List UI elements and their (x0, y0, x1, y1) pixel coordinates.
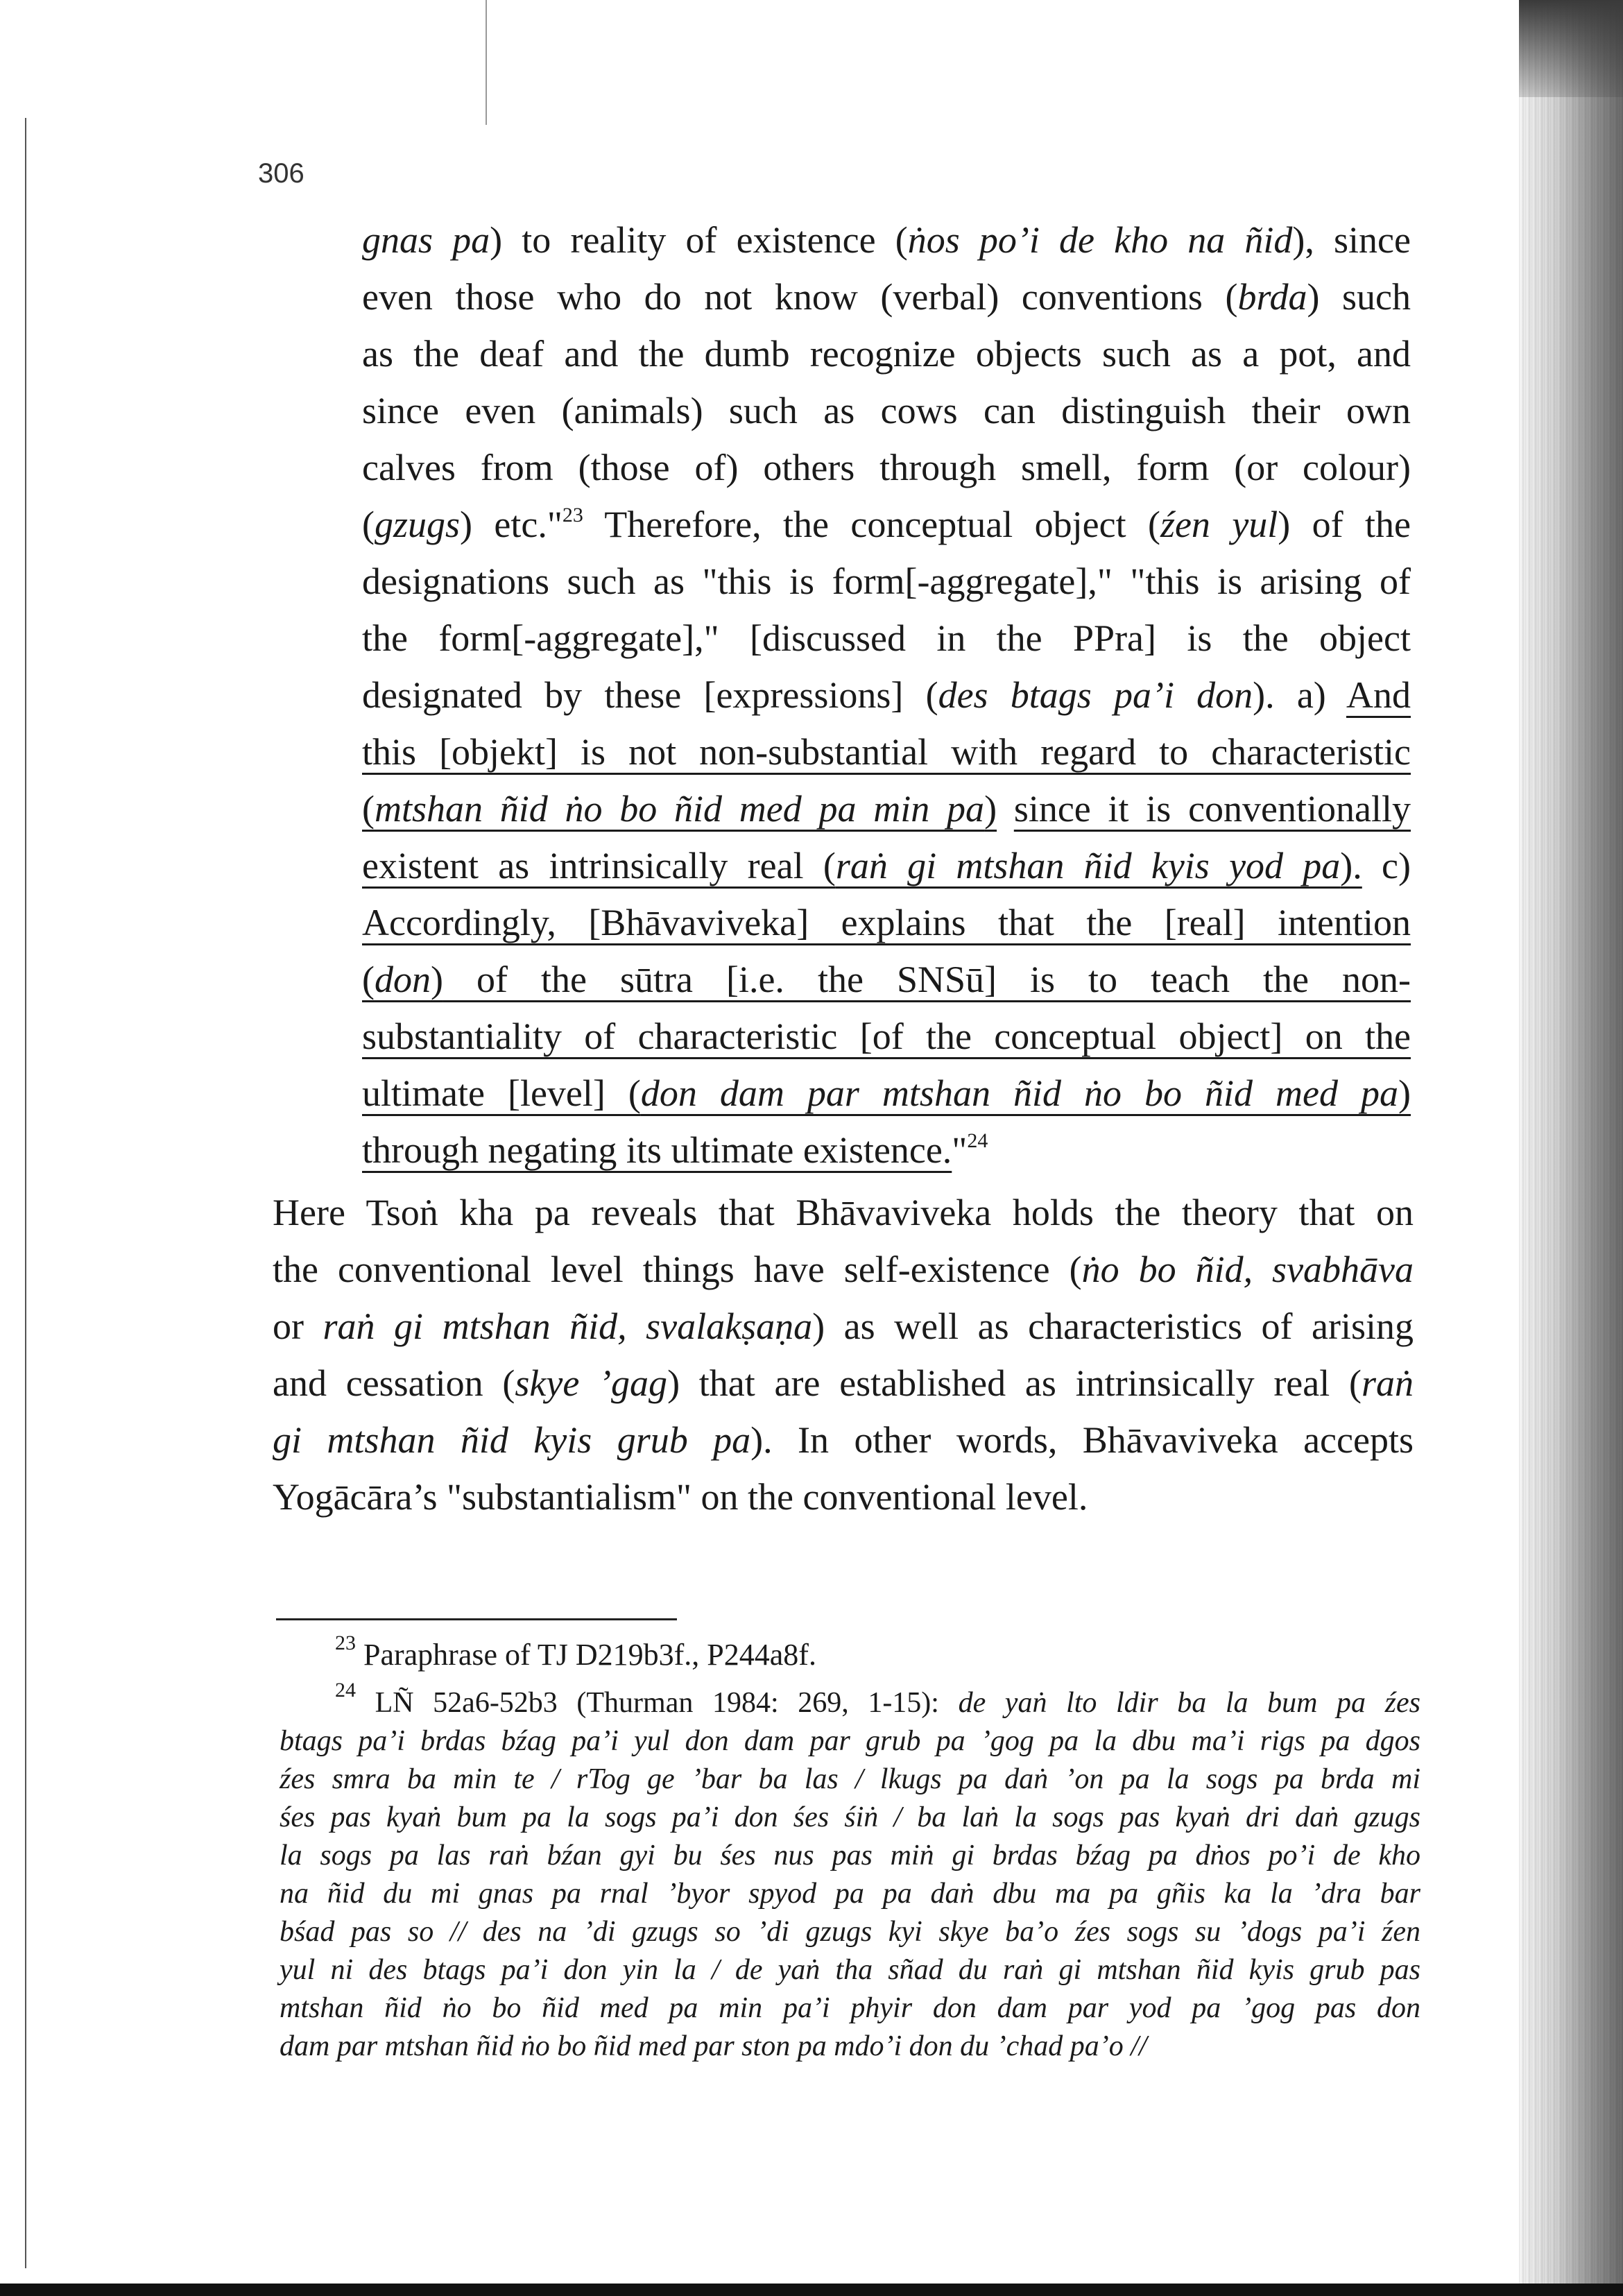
text-line (362, 439, 1411, 496)
text-line (362, 667, 1411, 723)
text-run: gnas pa (362, 219, 490, 261)
footnote-ref: 24 (967, 1129, 988, 1152)
text-run: ( (362, 959, 375, 1000)
text-run: ), since (1292, 219, 1411, 261)
text-line (362, 1008, 1411, 1065)
text-run: don (374, 959, 431, 1000)
text-line (362, 1122, 1411, 1179)
text-run: the conventional level things have self-existence ( (273, 1249, 1082, 1290)
text-run: la sogs pa las raṅ bźan gyi bu śes nus pas miṅ gi brdas bźag pa dṅos po’i de kho (280, 1840, 1420, 1871)
text-line (273, 1184, 1414, 1241)
text-run: as the deaf and the dumb recognize objects such as a pot, and (362, 333, 1411, 375)
text-run: skye ’gag (515, 1362, 668, 1404)
scan-page-edge-shadow (1519, 0, 1623, 97)
text-run: and cessation ( (273, 1362, 515, 1404)
text-run: btags pa’i brdas bźag pa’i yul don dam par grub pa ’gog pa la dbu ma’i rigs pa dgos (280, 1725, 1420, 1757)
text-run: existent as intrinsically real ( (362, 845, 836, 886)
text-line (280, 1875, 1420, 1913)
scan-left-margin-line (25, 118, 26, 2268)
text-run: raṅ gi mtshan ñid, svalakṣaṇa (323, 1305, 813, 1347)
text-run: ( (362, 788, 375, 830)
text-run: this [objekt] is not non-substantial with regard to characteristic (362, 731, 1411, 773)
text-line (362, 610, 1411, 667)
text-line (273, 1468, 1414, 1525)
page-number: 306 (258, 158, 304, 189)
text-run: gi mtshan ñid kyis grub pa (273, 1419, 751, 1461)
text-run: ) (984, 788, 997, 830)
text-run: or (273, 1305, 323, 1347)
text-run: ) (430, 959, 443, 1000)
text-line (280, 1722, 1420, 1760)
text-run: designated by these [expressions] ( (362, 674, 938, 716)
text-run: calves from (those of) others through smell, form (or colour) (362, 447, 1411, 488)
text-line (362, 496, 1411, 553)
text-run: And (1346, 674, 1411, 716)
text-run: ṅo bo ñid, svabhāva (1081, 1249, 1414, 1290)
text-line (273, 1241, 1414, 1298)
text-line (362, 951, 1411, 1008)
text-line (280, 1799, 1420, 1837)
footnote-ref: 23 (335, 1631, 356, 1654)
scan-fold-mark (486, 0, 487, 125)
text-run: ) such (1307, 276, 1411, 318)
text-run: des btags pa’i don (938, 674, 1253, 716)
text-run: substantiality of characteristic [of the conceptual object] on the (362, 1016, 1411, 1057)
text-line (362, 268, 1411, 325)
text-run: ultimate [level] ( (362, 1072, 641, 1114)
text-line (280, 1679, 1420, 1722)
footnote-23 (335, 1631, 816, 1677)
text-run: raṅ (1362, 1362, 1414, 1404)
text-run: designations such as "this is form[-aggregate]," "this is arising of (362, 560, 1411, 602)
text-run: yul ni des btags pa’i don yin la / de yaṅ tha sñad du raṅ gi mtshan ñid kyis grub pas (280, 1954, 1420, 1986)
text-line (273, 1355, 1414, 1412)
text-run: since even (animals) such as cows can distinguish their own (362, 390, 1411, 431)
text-run: ). a) (1253, 674, 1346, 716)
text-run: brda (1237, 276, 1307, 318)
text-run: ) (1398, 1072, 1411, 1114)
text-line (280, 2028, 1420, 2066)
text-run: ) etc." (460, 504, 563, 545)
footnote-ref: 24 (335, 1679, 356, 1702)
text-run: ) to reality of existence ( (490, 219, 908, 261)
text-line (280, 1913, 1420, 1951)
text-run: Therefore, the conceptual object ( (583, 504, 1160, 545)
text-run: don dam par mtshan ñid ṅo bo ñid med pa (640, 1072, 1399, 1114)
footnote-separator (276, 1618, 677, 1620)
text-line (273, 1412, 1414, 1468)
text-line (273, 1298, 1414, 1355)
text-run: ) of the (1278, 504, 1411, 545)
text-run: Here Tsoṅ kha pa reveals that Bhāvaviveka holds the theory that on (273, 1192, 1414, 1233)
text-line (362, 837, 1411, 894)
scan-bottom-border (0, 2284, 1623, 2296)
text-line (362, 723, 1411, 780)
text-run: gzugs (374, 504, 461, 545)
text-run: dam par mtshan ñid ṅo bo ñid med par ston pa mdo’i don du ’chad pa’o // (280, 2030, 1147, 2062)
text-run: źen yul (1160, 504, 1278, 545)
text-run: Paraphrase of TJ D219b3f., P244a8f. (356, 1638, 816, 1672)
text-run: " (952, 1129, 968, 1171)
text-run: ). In other words, Bhāvaviveka accepts (750, 1419, 1414, 1461)
text-run: ṅos po’i de kho na ñid (907, 219, 1293, 261)
text-line (362, 382, 1411, 439)
text-line (362, 1065, 1411, 1122)
text-run: the form[-aggregate]," [discussed in the PPra] is the object (362, 617, 1411, 659)
text-run: raṅ gi mtshan ñid kyis yod pa (835, 845, 1341, 886)
text-line (362, 553, 1411, 610)
text-run (997, 788, 1014, 830)
text-run: since it is conventionally (1013, 788, 1411, 830)
text-run: źes smra ba min te / rTog ge ’bar ba las / lkugs pa daṅ ’on pa la sogs pa brda mi (280, 1763, 1420, 1795)
text-line (280, 1837, 1420, 1875)
text-line (362, 894, 1411, 951)
text-line (362, 780, 1411, 837)
text-run: through negating its ultimate existence. (362, 1129, 952, 1171)
text-run: mtshan ñid ṅo bo ñid med pa min pa (374, 788, 985, 830)
text-run: ). (1340, 845, 1362, 886)
text-run: na ñid du mi gnas pa rnal ’byor spyod pa pa daṅ dbu ma pa gñis ka la ’dra bar (280, 1878, 1420, 1910)
footnote-24 (280, 1679, 1420, 2066)
text-run: de yaṅ lto ldir ba la bum pa źes (958, 1687, 1420, 1719)
text-line (362, 212, 1411, 268)
body-paragraph (273, 1184, 1414, 1525)
text-run: mtshan ñid ṅo bo ñid med pa min pa’i phyir don dam par yod pa ’gog pas don (280, 1992, 1420, 2024)
text-run: śes pas kyaṅ bum pa la sogs pa’i don śes śiṅ / ba laṅ la sogs pas kyaṅ dri daṅ gzugs (280, 1801, 1420, 1833)
text-run: even those who do not know (verbal) conventions ( (362, 276, 1238, 318)
text-line (280, 1760, 1420, 1799)
text-line (280, 1951, 1420, 1989)
text-run: of the sūtra [i.e. the SNSū] is to teach the non- (443, 959, 1411, 1000)
text-run: Accordingly, [Bhāvaviveka] explains that the [real] intention (362, 902, 1411, 943)
text-run: ) as well as characteristics of arising (812, 1305, 1414, 1347)
text-line (280, 1989, 1420, 2028)
text-run: c) (1362, 845, 1411, 886)
text-run: ) that are established as intrinsically real ( (667, 1362, 1362, 1404)
text-line (362, 325, 1411, 382)
block-quote (362, 212, 1411, 1179)
text-run: Yogācāra’s "substantialism" on the conventional level. (273, 1476, 1088, 1518)
scan-page-edge (1519, 0, 1623, 2296)
text-run: LÑ 52a6-52b3 (Thurman 1984: 269, 1-15): (356, 1687, 959, 1719)
text-run: ( (362, 504, 375, 545)
text-run: bśad pas so // des na ’di gzugs so ’di gzugs kyi skye ba’o źes sogs su ’dogs pa’i źen (280, 1916, 1420, 1948)
footnote-ref: 23 (562, 504, 583, 526)
